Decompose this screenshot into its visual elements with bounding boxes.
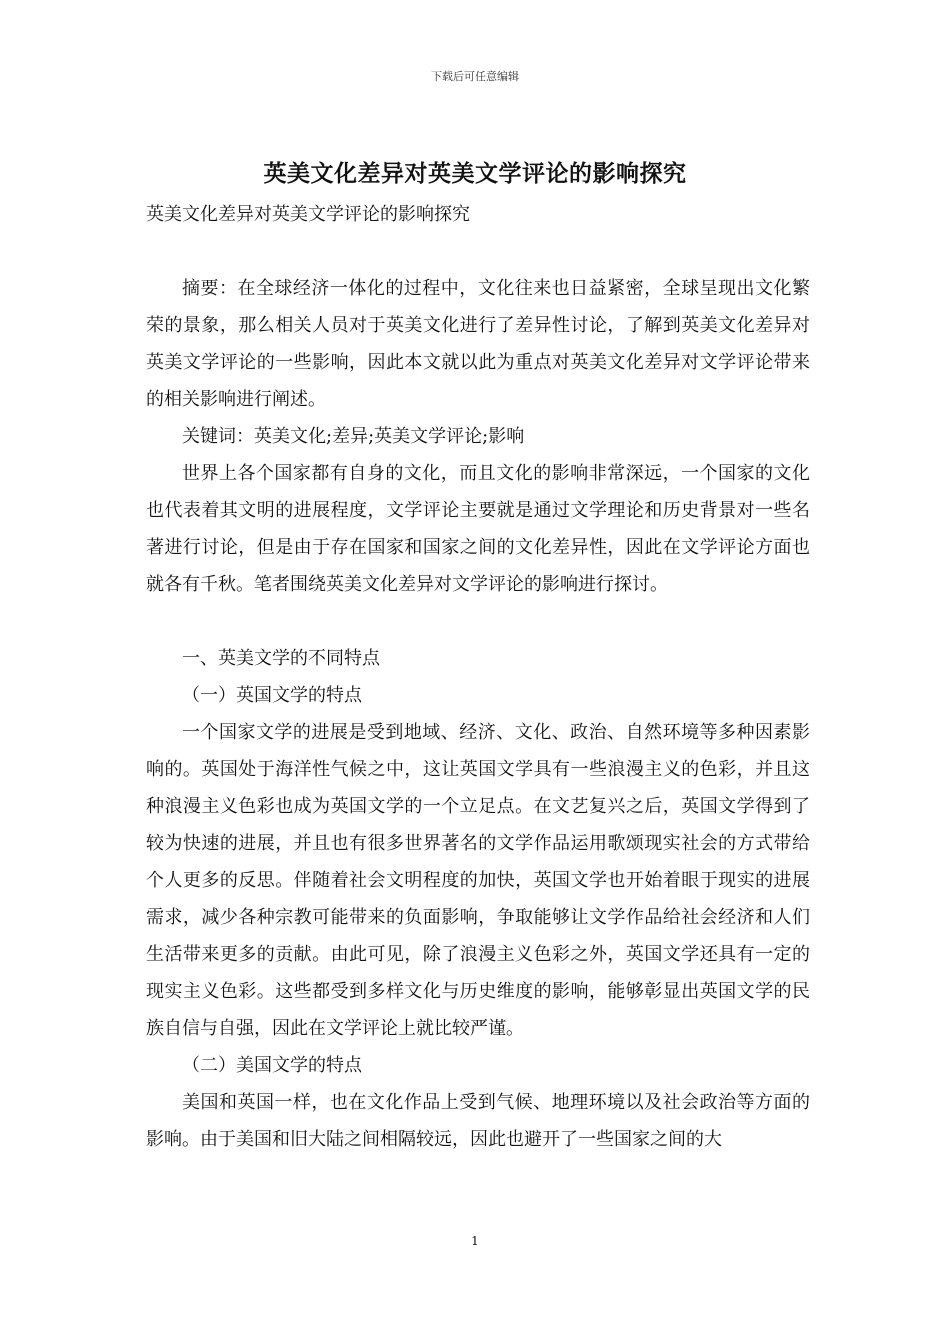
document-subtitle: 英美文化差异对英美文学评论的影响探究 [146,204,470,225]
keywords-paragraph: 关键词：英美文化;差异;英美文学评论;影响 [182,426,525,447]
intro-paragraph: 世界上各个国家都有自身的文化，而且文化的影响非常深远，一个国家的文化也代表着其文明的进展程度，文学评论主要就是通过文学理论和历史背景对一些名著进行讨论，但是由于存在国家和国家之间的文化差异性，因此在文学评论方面也就各有千秋。笔者围绕英美文化差异对文学评论的影响进行探讨。 [146,463,810,595]
document-body [146,270,810,1158]
subsection-heading-american: （二）美国文学的特点 [182,1055,362,1076]
abstract-paragraph: 摘要：在全球经济一体化的过程中，文化往来也日益紧密，全球呈现出文化繁荣的景象，那么相关人员对于英美文化进行了差异性讨论，了解到英美文化差异对英美文学评论的一些影响，因此本文就以此为重点对英美文化差异对文学评论带来的相关影响进行阐述。 [146,278,810,410]
header-note: 下载后可任意编辑 [431,70,519,83]
american-literature-paragraph: 美国和英国一样，也在文化作品上受到气候、地理环境以及社会政治等方面的影响。由于美国和旧大陆之间相隔较远，因此也避开了一些国家之间的大 [146,1092,810,1150]
section-heading-1: 一、英美文学的不同特点 [182,648,380,669]
british-literature-paragraph: 一个国家文学的进展是受到地域、经济、文化、政治、自然环境等多种因素影响的。英国处于海洋性气候之中，这让英国文学具有一些浪漫主义的色彩，并且这种浪漫主义色彩也成为英国文学的一个立足点。在文艺复兴之后，英国文学得到了较为快速的进展，并且也有很多世界著名的文学作品运用歌颂现实社会的方式带给个人更多的反思。伴随着社会文明程度的加快，英国文学也开始着眼于现实的进展需求，减少各种宗教可能带来的负面影响，争取能够让文学作品给社会经济和人们生活带来更多的贡献。由此可见，除了浪漫主义色彩之外，英国文学还具有一定的现实主义色彩。这些都受到多样文化与历史维度的影响，能够彰显出英国文学的民族自信与自强，因此在文学评论上就比较严谨。 [146,722,810,1039]
paragraph-gap [146,603,810,640]
document-title: 英美文化差异对英美文学评论的影响探究 [263,160,687,187]
subsection-heading-british: （一）英国文学的特点 [182,685,362,706]
page-number: 1 [471,1234,479,1248]
